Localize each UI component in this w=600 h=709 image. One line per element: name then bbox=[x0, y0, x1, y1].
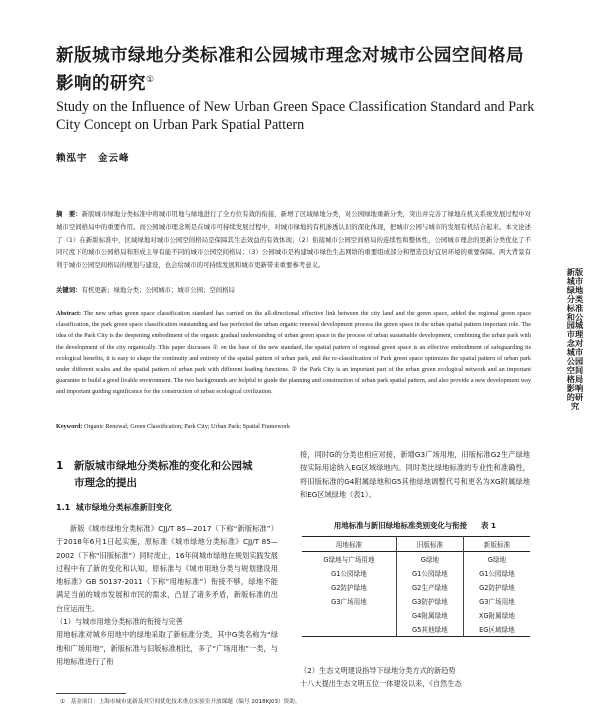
table-cell: G2生产绿地 bbox=[396, 580, 463, 594]
title-footnote-mark: ① bbox=[146, 75, 155, 85]
section-title-line2: 市理念的提出 bbox=[74, 477, 137, 489]
table-row bbox=[302, 552, 530, 567]
body-right-top: 接，同时G的分类也相应对接，新增G3广场用地，旧版标准G2生产绿地按实际用途纳入EG区域绿地内。同时类比绿地标准的专业性和准确性，将旧版标准的G4附属绿地和G5其他绿地调整代号和更名为XG附属绿地和EG区域绿地（表1）。 bbox=[300, 450, 530, 499]
table-cell: G2防护绿地 bbox=[331, 584, 367, 592]
table-cell: G4附属绿地 bbox=[396, 608, 463, 622]
abstract-cn-label: 摘 要： bbox=[56, 210, 82, 218]
table-header-cell: 用地标准 bbox=[335, 541, 363, 549]
authors: 赖泓宇 金云峰 bbox=[56, 153, 130, 164]
table-cell: G1公园绿地 bbox=[396, 566, 463, 580]
table-number: 表 1 bbox=[480, 521, 497, 530]
table-header-row bbox=[302, 537, 530, 552]
table-row bbox=[302, 608, 530, 622]
table-header-cell: 旧版标准 bbox=[396, 537, 463, 552]
table-caption-text: 用地标准与新旧绿地标准类别变化与衔接 bbox=[333, 521, 467, 530]
table-cell: G1公园绿地 bbox=[479, 570, 515, 578]
keywords-cn-label: 关键词： bbox=[56, 286, 82, 294]
subsection-number: 1.1 bbox=[56, 503, 71, 512]
table-cell bbox=[302, 608, 396, 622]
keywords-cn bbox=[56, 284, 531, 296]
body-left-text: 新版《城市绿地分类标准》CJJ/T 85—2017（下称“新版标准”）于2018年6月1日起实施，原标准《城市绿地分类标准》CJJ/T 85—2002（下称“旧版标准”）同时废止，16年间城市绿地在规划实践发展过程中有了新的变化和认知，原标准与《城市用地分类与规划建设用地标准》GB 50137-2011（下称“用地标准”）衔接不够，绿地不能满足当前的城市发展和市民的需求，凸显了诸多矛盾，新版标准的出台应运而生。 （1）与城市用地分类标准的衔接与完善 用地标准对城乡用地中的绿地采取了新标准分类，其中G类名称为“绿地和广场用地”，新版标准与旧版标准相比，多了“广场用地”一类，与用地标准进行了衔 bbox=[56, 524, 278, 666]
table-cell bbox=[302, 622, 396, 637]
table-cell: G2防护绿地 bbox=[479, 584, 515, 592]
section-number: 1 bbox=[56, 460, 64, 472]
table-row bbox=[302, 580, 530, 594]
abstract-cn-text: 新版城市绿地分类标准中将城市用地与绿地进行了全方位有效的衔接，新增了区域绿地分类，对公园绿地重新分类，突出并完善了绿地在机关系统发展过程中对城市空间格局中的重要作用。而公园城市理念则是在城市可持续发展过程中，对城市绿地的有机渗透认识的深化体现，把城市公园与城市的发展有机结合起来。本文论述了（1）在新版标准中，区域绿地对城市公园空间格局是保障其生态效益的有效体现；（2）衔接城市公园空间格局的连续性和整体性，公园城市理念的更新分类优化了不同尺度下的城市公园格局和形成主导有能不同的城市公园空间格局；（3）公园城市是构建城市绿色生态网络的重要组成部分和塑造良好宜居环境的重要保障。两大背景有利于城市公园空间格局的规划与建设，也会给城市的可持续发展和城市更新带来重要参考意义。 bbox=[56, 210, 532, 270]
abstract-cn bbox=[56, 208, 531, 272]
table-cell: G3广场用地 bbox=[331, 598, 367, 606]
table-cell: G绿地 bbox=[487, 556, 507, 564]
keywords-en-label: Keyword: bbox=[56, 423, 83, 430]
body-right-bottom: （2）生态文明建设指导下绿地分类方式的新趋势 十八大提出生态文明五位一体建设以来，《自然生态 bbox=[300, 666, 462, 689]
section-1-heading bbox=[56, 458, 276, 492]
footnote-divider bbox=[56, 693, 126, 694]
table-row bbox=[302, 594, 530, 608]
section-title-line1: 新版城市绿地分类标准的变化和公园城 bbox=[74, 460, 253, 472]
table-cell: G绿地与广场用地 bbox=[323, 556, 375, 564]
abstract-en-text: The new urban green space classification standard has carried on the all-directional effective link between the city land and the green space, added the regional green space classification, the park green space classification outstanding and has perfected the urban organic renewal development process the green space in the urban spatial pattern important role. The idea of the Park City is the deepening embodiment of the organic gradual understanding of urban green space in the process of urban sustainable development, combining the urban park with the development of the city organically. This paper discusses ① on the base of the new standard, the spatial pattern of regional green space is an effective embodiment of safeguarding its ecological benefits, it is easy to shape the continuity and entirety of the spatial pattern of urban park, and the re-classification of Park green space optimizes the spatial pattern of urban park under different scales and the spatial pattern of urban park with different leading functions. ② the Park City is an important part of the urban green ecological network and an important guarantee to build a good livable environment. The two backgrounds are helpful to guide the planning and construction of urban park spatial pattern, and also provide a new development way and important guiding significance for the construction of urban ecological civilization. bbox=[56, 310, 531, 396]
table-cell: G绿地 bbox=[396, 552, 463, 567]
table-row bbox=[302, 622, 530, 637]
abstract-en-label: Abstract: bbox=[56, 310, 82, 317]
table-1-caption bbox=[300, 520, 530, 531]
sidebar-running-title: 新版城市绿地分类标准和公园城市理念对城市公园空间格局影响的研究 bbox=[566, 267, 584, 411]
paper-title-cn bbox=[56, 44, 526, 96]
subsection-title: 城市绿地分类标准新旧变化 bbox=[75, 503, 172, 512]
table-cell: G3广场用地 bbox=[479, 598, 515, 606]
table-cell: EG区域绿地 bbox=[479, 626, 515, 634]
table-cell: G3防护绿地 bbox=[396, 594, 463, 608]
footnote: ① 基金项目：上海市城市更新及其空间优化技术重点实验室开放课题（编号 2018KJ03）资助。 bbox=[60, 699, 301, 705]
keywords-en bbox=[56, 421, 531, 432]
table-cell: G1公园绿地 bbox=[331, 570, 367, 578]
subsection-1-1-heading bbox=[56, 502, 276, 513]
keywords-cn-text: 有机更新；绿地分类；公园城市；城市公园；空间格局 bbox=[81, 286, 235, 294]
table-cell: XG附属绿地 bbox=[478, 612, 515, 620]
table-cell: G5其他绿地 bbox=[396, 622, 463, 637]
paper-title-en: Study on the Influence of New Urban Green Space Classification Standard and Park City Concept on Urban Park Spatial Pattern bbox=[56, 99, 535, 133]
abstract-en bbox=[56, 308, 531, 398]
keywords-en-text: Organic Renewal; Green Classification; Park City; Urban Park; Spatial Framework bbox=[84, 423, 290, 430]
table-header-cell: 新版标准 bbox=[483, 541, 511, 549]
body-left-column bbox=[56, 522, 278, 668]
table-1 bbox=[302, 536, 530, 637]
table-row bbox=[302, 566, 530, 580]
title-cn-text: 新版城市绿地分类标准和公园城市理念对城市公园空间格局影响的研究 bbox=[56, 46, 524, 94]
